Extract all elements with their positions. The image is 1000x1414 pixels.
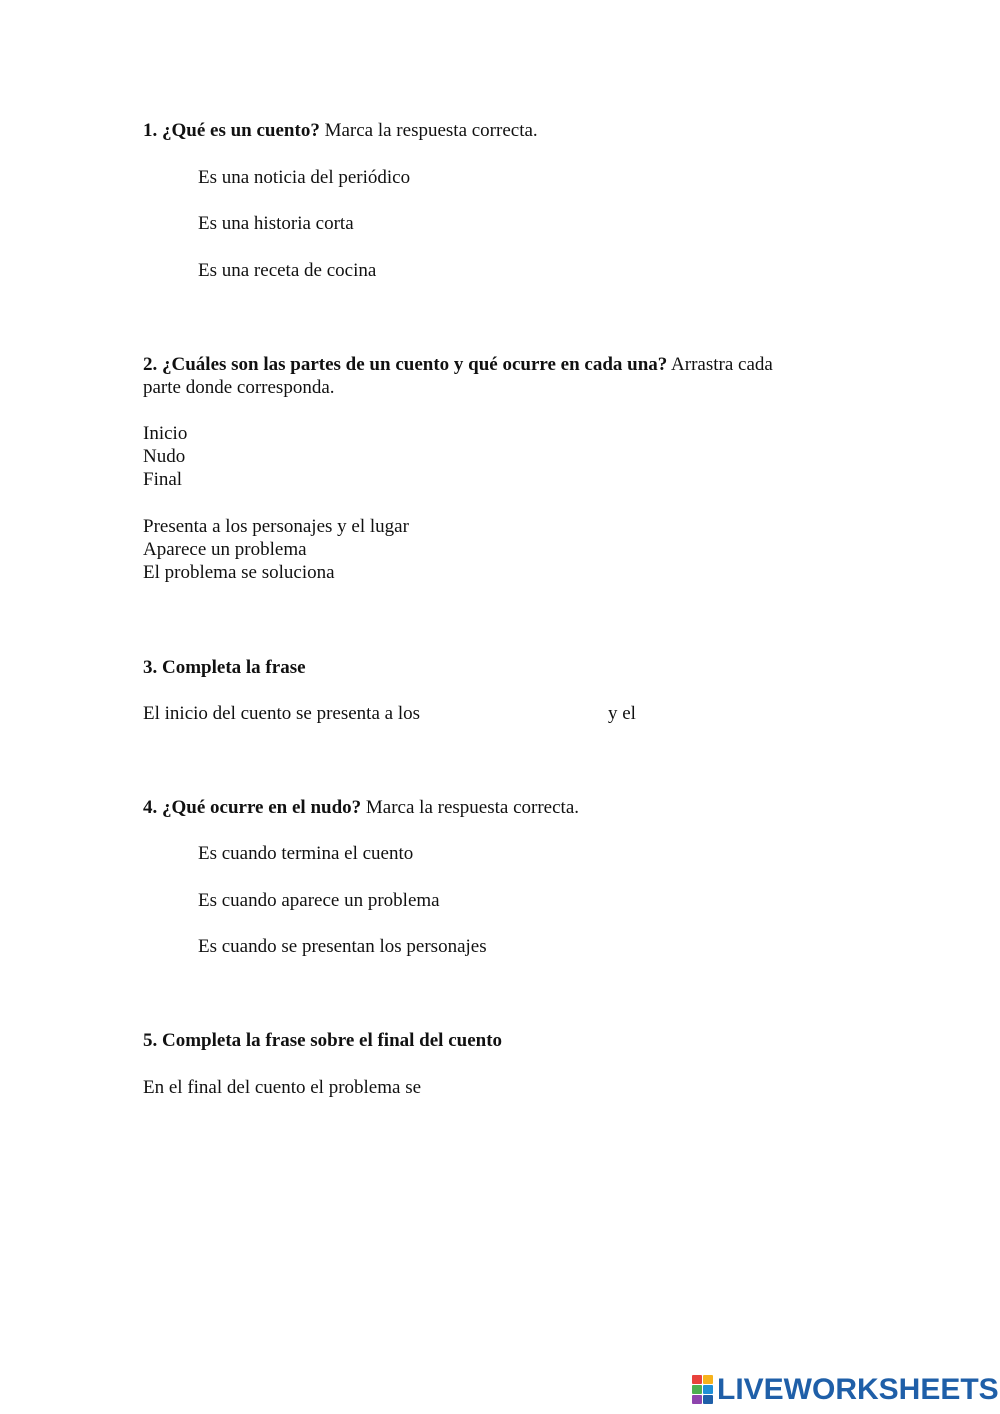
question-4-option-3[interactable]: Es cuando se presentan los personajes [198,936,487,957]
question-3-sentence-start: El inicio del cuento se presenta a los [143,703,420,724]
question-4-heading: 4. ¿Qué ocurre en el nudo? [143,797,362,818]
question-5-blank[interactable] [446,1076,626,1099]
question-1-instruction: Marca la respuesta correcta. [319,120,538,141]
question-3-blank-2[interactable] [642,702,802,725]
question-1-heading: 1. ¿Qué es un cuento? [143,120,320,141]
logo-square [703,1395,713,1404]
logo-square [703,1375,713,1384]
logo-square [703,1385,713,1394]
question-4-option-2[interactable]: Es cuando aparece un problema [198,890,440,911]
question-5-sentence-start: En el final del cuento el problema se [143,1077,422,1098]
question-3-title [143,656,306,679]
question-2-instruction-cont: parte donde corresponda. [143,377,335,398]
question-3-sentence-mid: y el [608,703,636,724]
drag-item-final[interactable]: Final [143,469,183,490]
question-2-heading: 2. ¿Cuáles son las partes de un cuento y qué ocurre en cada una? [143,354,668,375]
question-1-option-2[interactable]: Es una historia corta [198,213,354,234]
drop-target-description-3[interactable]: El problema se soluciona [143,562,335,583]
question-2-instruction: Arrastra cada [667,354,773,375]
question-1-title [143,119,538,142]
drag-item-inicio[interactable]: Inicio [143,423,188,444]
question-5-title [143,1029,502,1052]
logo-square [692,1385,702,1394]
drop-target-description-1[interactable]: Presenta a los personajes y el lugar [143,516,409,537]
liveworksheets-logo-text: LIVEWORKSHEETS [717,1373,999,1406]
liveworksheets-logo [692,1373,999,1407]
question-2-title [143,353,773,376]
question-3-heading: 3. Completa la frase [143,657,306,678]
question-4-instruction: Marca la respuesta correcta. [361,797,579,818]
drop-target-description-2[interactable]: Aparece un problema [143,539,307,560]
logo-square [692,1395,702,1404]
logo-square [692,1375,702,1384]
question-1-option-1[interactable]: Es una noticia del periódico [198,167,411,188]
liveworksheets-logo-icon [692,1375,714,1405]
question-4-title [143,796,579,819]
drag-item-nudo[interactable]: Nudo [143,446,186,467]
question-3-blank-1[interactable] [442,702,602,725]
question-4-option-1[interactable]: Es cuando termina el cuento [198,843,414,864]
question-1-option-3[interactable]: Es una receta de cocina [198,260,377,281]
question-5-heading: 5. Completa la frase sobre el final del cuento [143,1030,503,1051]
